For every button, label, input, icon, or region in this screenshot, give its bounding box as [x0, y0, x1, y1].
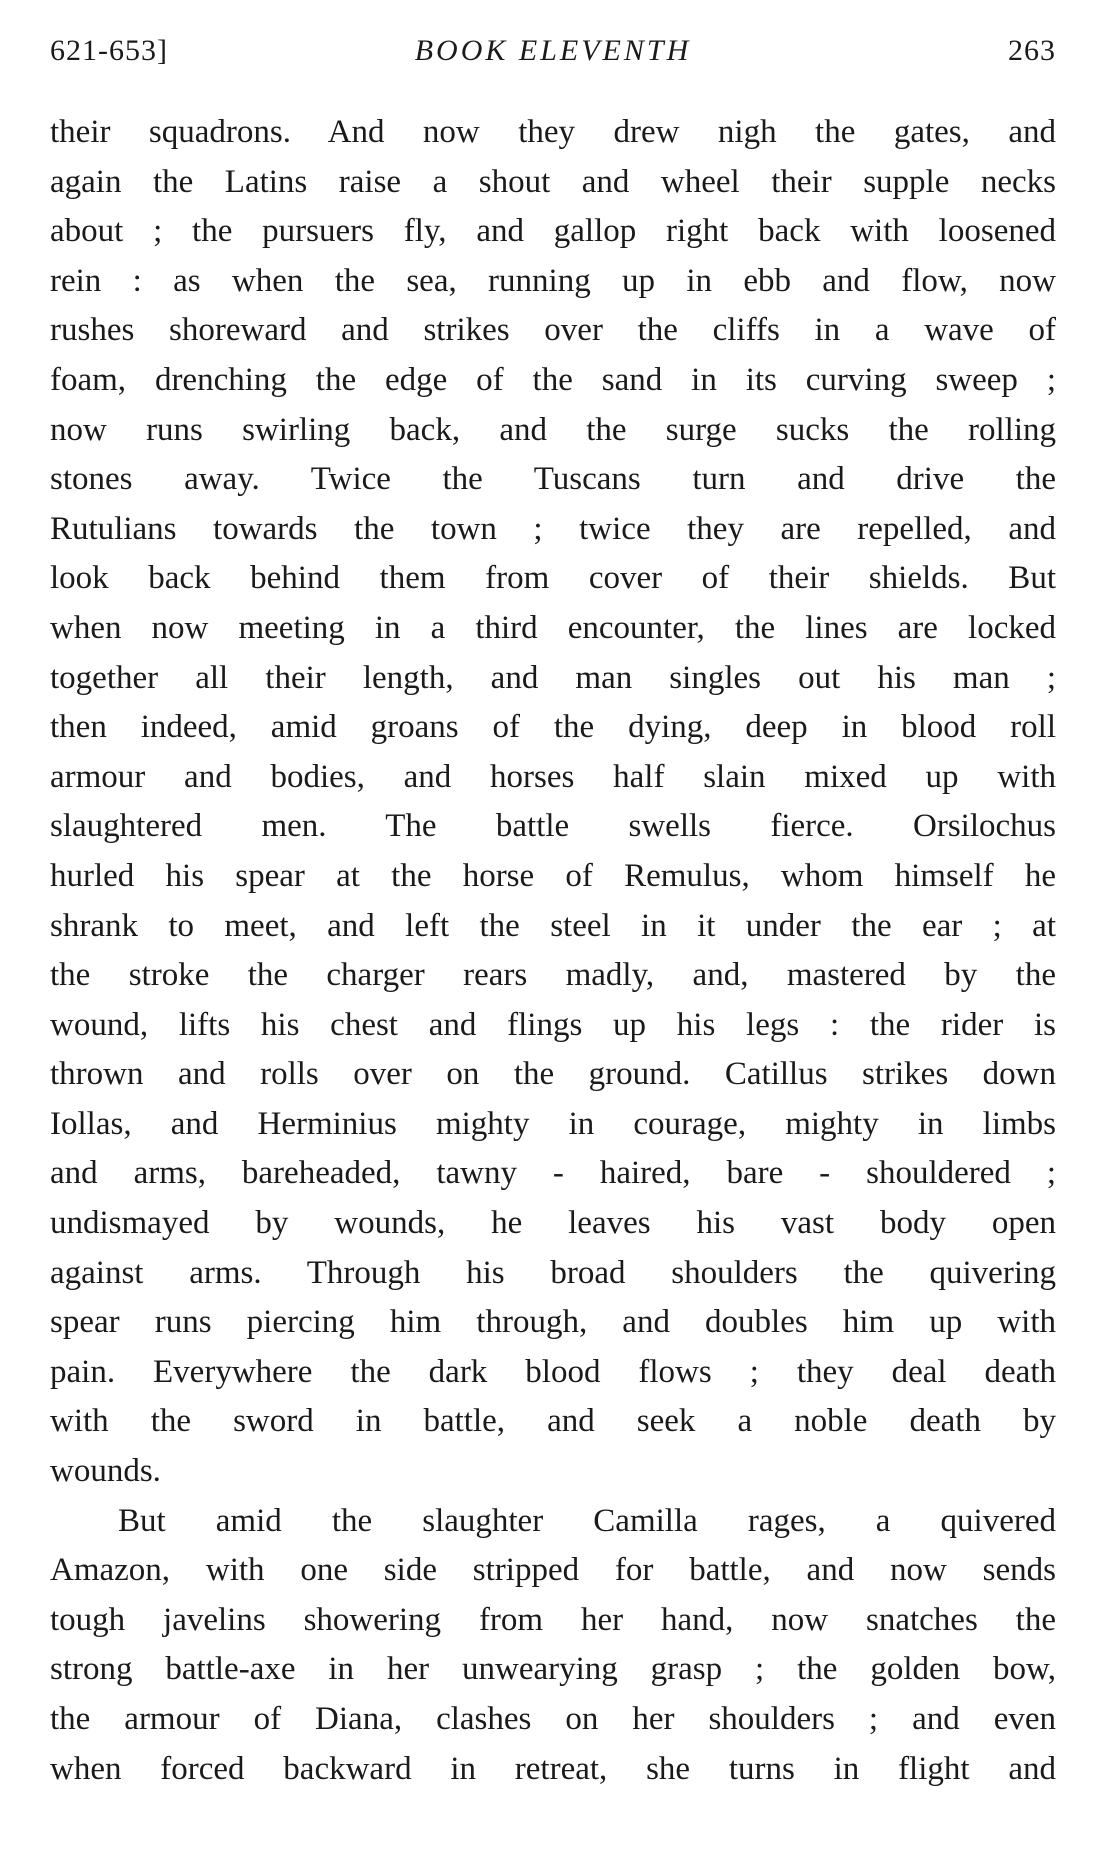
text-line: armour and bodies, and horses half slain mixed up with — [50, 758, 1056, 795]
text-line: when forced backward in retreat, she turns in flight and — [50, 1750, 1056, 1787]
text-line: Rutulians towards the town ; twice they are repelled, and — [50, 510, 1056, 547]
body-text — [50, 108, 1056, 1794]
text-line: strong battle-axe in her unwearying grasp ; the golden bow, — [50, 1651, 1056, 1688]
text-line: slaughtered men. The battle swells fierce. Orsilochus — [50, 808, 1056, 845]
text-line: the armour of Diana, clashes on her shoulders ; and even — [50, 1701, 1056, 1737]
text-line: pain. Everywhere the dark blood flows ; they deal death — [50, 1353, 1056, 1390]
text-line: Amazon, with one side stripped for battle, and now sends — [50, 1552, 1056, 1589]
text-line: their squadrons. And now they drew nigh the gates, and — [50, 114, 1056, 150]
text-line: thrown and rolls over on the ground. Catillus strikes down — [50, 1056, 1056, 1093]
paragraph-1 — [50, 108, 1056, 1497]
text-line: Iollas, and Herminius mighty in courage, mighty in limbs — [50, 1105, 1056, 1142]
text-line: shrank to meet, and left the steel in it under the ear ; at — [50, 907, 1056, 944]
running-title: BOOK ELEVENTH — [414, 34, 692, 67]
text-line: together all their length, and man singles out his man ; — [50, 659, 1056, 696]
text-line: and arms, bareheaded, tawny - haired, bare - shouldered ; — [50, 1155, 1056, 1192]
text-line: then indeed, amid groans of the dying, deep in blood roll — [50, 709, 1056, 746]
line-range-reference: 621-653] — [50, 34, 168, 67]
text-line: the stroke the charger rears madly, and, mastered by the — [50, 957, 1056, 994]
text-line: with the sword in battle, and seek a noble death by — [50, 1403, 1056, 1440]
page-number: 263 — [1008, 34, 1056, 67]
text-line: rein : as when the sea, running up in ebb and flow, now — [50, 262, 1056, 299]
text-line: tough javelins showering from her hand, now snatches the — [50, 1601, 1056, 1638]
text-line: hurled his spear at the horse of Remulus, whom himself he — [50, 857, 1056, 894]
text-line: again the Latins raise a shout and wheel their supple necks — [50, 163, 1056, 200]
paragraph-2 — [50, 1497, 1056, 1795]
running-head — [50, 26, 1056, 76]
text-line: rushes shoreward and strikes over the cliffs in a wave of — [50, 312, 1056, 349]
text-line: But amid the slaughter Camilla rages, a quivered — [118, 1502, 1056, 1539]
text-line: undismayed by wounds, he leaves his vast body open — [50, 1205, 1056, 1242]
text-line: when now meeting in a third encounter, the lines are locked — [50, 609, 1056, 646]
text-line: spear runs piercing him through, and doubles him up with — [50, 1304, 1056, 1341]
text-line: look back behind them from cover of their shields. But — [50, 560, 1056, 597]
text-line: stones away. Twice the Tuscans turn and drive the — [50, 461, 1056, 498]
text-line: wound, lifts his chest and flings up his legs : the rider is — [50, 1006, 1056, 1043]
text-line: against arms. Through his broad shoulders the quivering — [50, 1254, 1056, 1291]
text-line: about ; the pursuers fly, and gallop right back with loosened — [50, 213, 1056, 250]
text-line: now runs swirling back, and the surge sucks the rolling — [50, 411, 1056, 448]
text-line: wounds. — [50, 1453, 161, 1490]
text-line: foam, drenching the edge of the sand in its curving sweep ; — [50, 361, 1056, 398]
